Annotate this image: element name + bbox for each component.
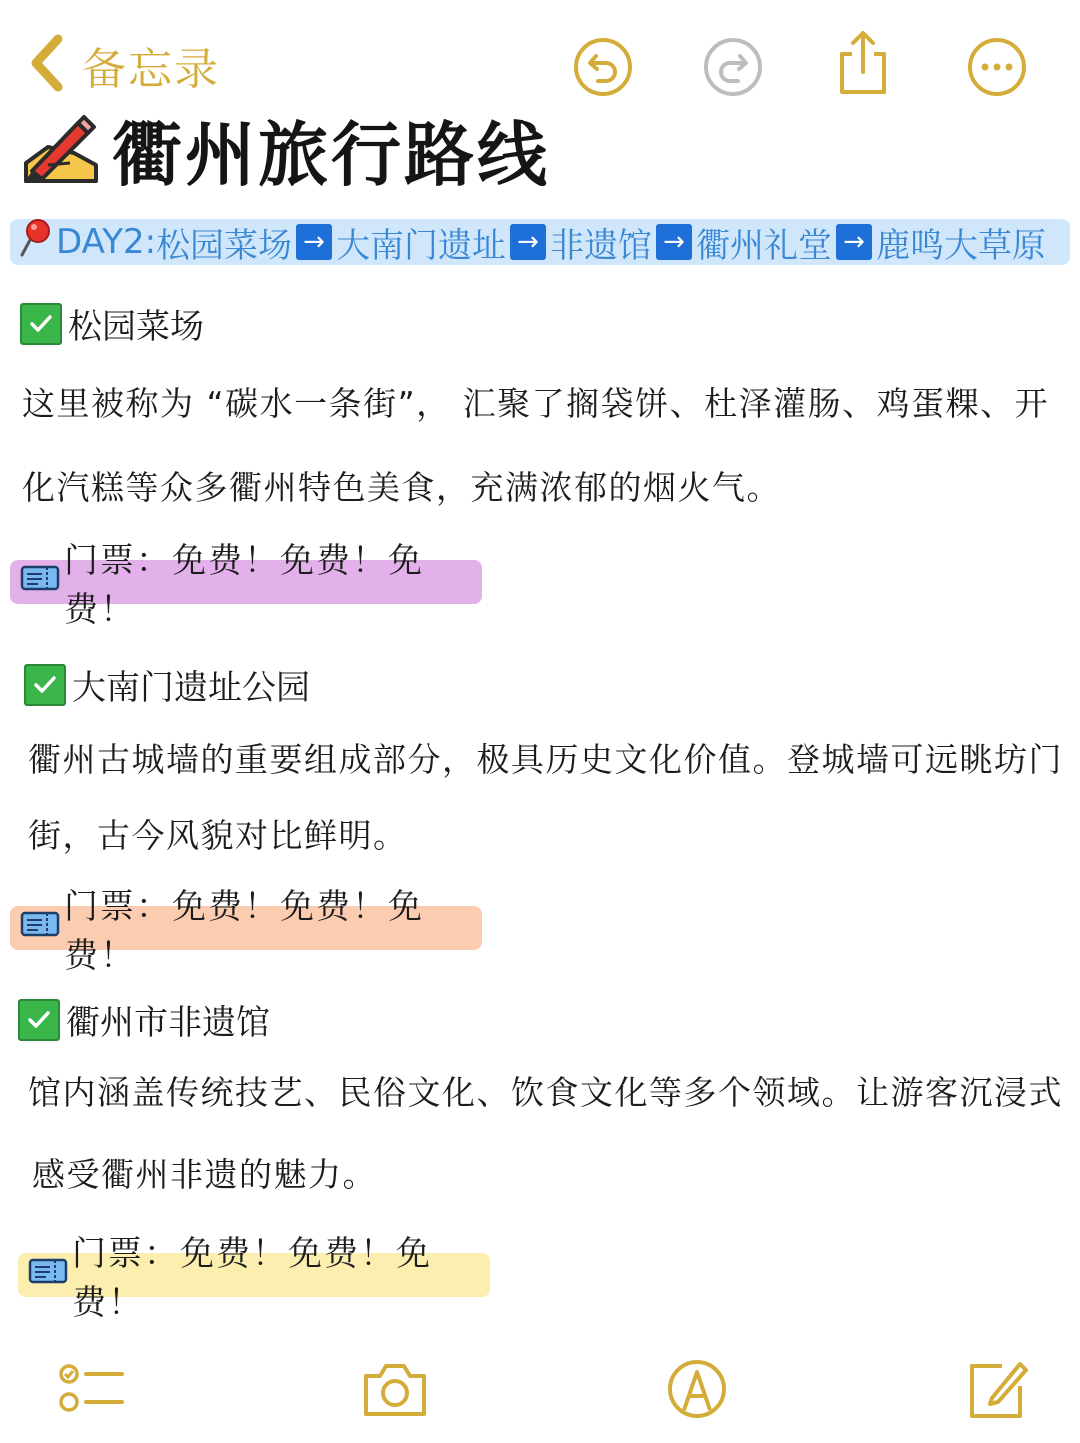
right-arrow-icon: →	[510, 224, 546, 260]
section-heading	[20, 299, 204, 348]
right-arrow-icon: →	[836, 224, 872, 260]
chevron-left-icon	[26, 33, 70, 97]
section-heading-text: 松园菜场	[68, 307, 204, 347]
section-body	[22, 362, 1072, 530]
undo-button[interactable]	[572, 36, 634, 98]
ticket-text: 门票：免费！免费！免费！	[64, 887, 424, 976]
route-day-label: DAY2:	[56, 222, 157, 262]
section-heading	[24, 660, 310, 709]
ticket-note	[10, 887, 482, 976]
ticket-icon	[10, 908, 64, 948]
section-heading-text: 大南门遗址公园	[72, 668, 310, 708]
route-stop: 大南门遗址	[336, 225, 507, 265]
route-stop: 非遗馆	[550, 225, 653, 265]
ticket-note	[10, 541, 482, 630]
redo-icon	[702, 83, 764, 102]
checklist-button[interactable]	[58, 1356, 128, 1422]
right-arrow-icon: →	[656, 224, 692, 260]
title-row	[18, 104, 550, 194]
share-icon	[832, 83, 894, 102]
writing-hand-icon	[18, 105, 112, 193]
page-title: 衢州旅行路线	[112, 113, 550, 196]
route-stop: 鹿鸣大草原	[876, 225, 1047, 265]
check-mark-icon	[24, 664, 66, 706]
section-body	[28, 722, 1073, 874]
more-button[interactable]	[966, 36, 1028, 98]
section-heading-text: 衢州市非遗馆	[66, 1003, 270, 1043]
ticket-icon	[10, 562, 64, 602]
undo-icon	[572, 83, 634, 102]
check-mark-icon	[18, 999, 60, 1041]
camera-button[interactable]	[360, 1356, 430, 1422]
compose-button[interactable]	[962, 1356, 1032, 1422]
checklist-icon	[58, 1407, 128, 1426]
round-pushpin-icon	[10, 219, 56, 265]
ticket-note	[18, 1234, 490, 1323]
back-label: 备忘录	[82, 44, 220, 95]
body-line: 街，古今风貌对比鲜明。	[28, 816, 408, 855]
compose-icon	[962, 1407, 1032, 1426]
camera-icon	[360, 1407, 430, 1426]
markup-button[interactable]	[662, 1356, 732, 1422]
route-banner	[10, 219, 1070, 265]
ticket-text: 门票：免费！免费！免费！	[64, 541, 424, 630]
markup-pen-icon	[662, 1407, 732, 1426]
body-line: 馆内涵盖传统技艺、民俗文化、饮食文化等多个领域。让游客沉浸式	[28, 1073, 1063, 1112]
ticket-text: 门票：免费！免费！免费！	[72, 1234, 432, 1323]
route-stop: 衢州礼堂	[696, 225, 833, 265]
right-arrow-icon: →	[296, 224, 332, 260]
section-heading	[18, 995, 270, 1044]
ticket-icon	[18, 1255, 72, 1295]
route-stop: 松园菜场	[156, 225, 293, 265]
top-toolbar	[0, 0, 1080, 110]
share-button[interactable]	[832, 28, 894, 90]
check-mark-icon	[20, 303, 62, 345]
section-body	[28, 1052, 1073, 1216]
body-line: 感受衢州非遗的魅力。	[32, 1155, 377, 1194]
body-line: 衢州古城墙的重要组成部分，极具历史文化价值。登城墙可远眺坊门	[28, 740, 1063, 779]
back-button[interactable]	[26, 32, 220, 98]
body-line: 化汽糕等众多衢州特色美食，充满浓郁的烟火气。	[22, 468, 781, 507]
body-line: 这里被称为 “碳水一条街”， 汇聚了搁袋饼、杜泽灌肠、鸡蛋粿、开	[22, 384, 1050, 423]
redo-button[interactable]	[702, 36, 764, 98]
more-icon	[966, 83, 1028, 102]
